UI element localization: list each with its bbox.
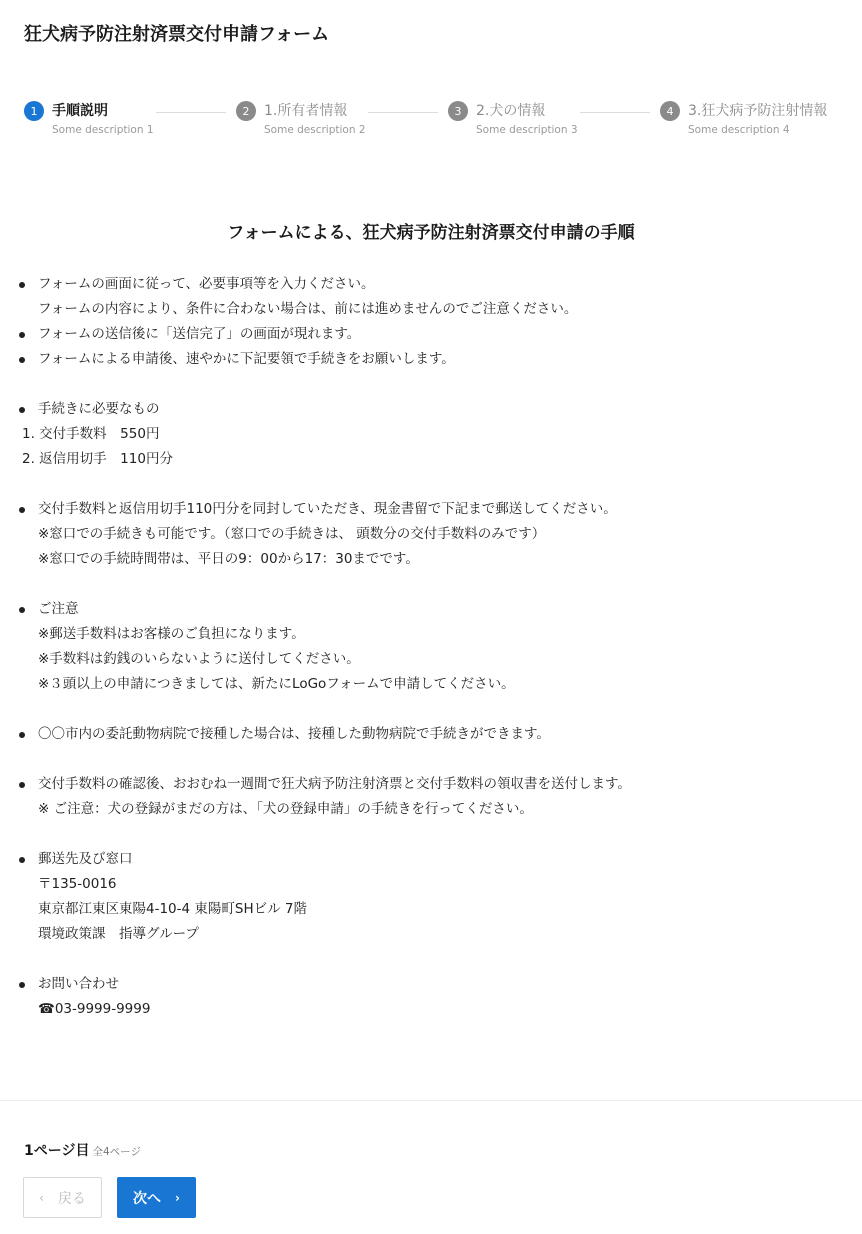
step-4-number: 4 bbox=[660, 101, 680, 121]
list-item: 交付手数料と返信用切手110円分を同封していただき、現金書留で下記まで郵送してください。 bbox=[16, 497, 846, 522]
address-heading: 郵送先及び窓口 bbox=[16, 847, 846, 872]
step-4-title: 3.狂犬病予防注射情報 bbox=[688, 103, 828, 119]
required-item: 2. 返信用切手 110円分 bbox=[22, 451, 173, 467]
step-3-description: Some description 3 bbox=[476, 124, 578, 136]
list-item-continuation: ※郵送手数料はお客様のご負担になります。 bbox=[38, 626, 305, 642]
footer-divider bbox=[0, 1100, 862, 1101]
step-1-title: 手順説明 bbox=[52, 103, 108, 119]
step-2-number: 2 bbox=[236, 101, 256, 121]
required-heading: 手続きに必要なもの bbox=[16, 397, 846, 422]
contact-heading: お問い合わせ bbox=[16, 972, 846, 997]
caution-heading: ご注意 bbox=[16, 597, 846, 622]
step-1-number: 1 bbox=[24, 101, 44, 121]
next-button[interactable] bbox=[117, 1177, 196, 1218]
step-2-description: Some description 2 bbox=[264, 124, 366, 136]
postal-code: 〒135-0016 bbox=[38, 876, 117, 892]
list-item-continuation: ※ ご注意：犬の登録がまだの方は、｢犬の登録申請」の手続きを行ってください。 bbox=[38, 801, 533, 817]
step-1[interactable] bbox=[24, 100, 154, 136]
department: 環境政策課 指導グループ bbox=[38, 926, 199, 942]
list-item-continuation: ※３頭以上の申請につきましては、新たにLoGoフォームで申請してください。 bbox=[38, 676, 515, 692]
step-4-description: Some description 4 bbox=[688, 124, 790, 136]
step-2-title: 1.所有者情報 bbox=[264, 103, 348, 119]
list-item-continuation: フォームの内容により、条件に合わない場合は、前には進めませんのでご注意ください。 bbox=[38, 301, 578, 317]
content-title: フォームによる、狂犬病予防注射済票交付申請の手順 bbox=[227, 223, 635, 243]
list-item: 〇〇市内の委託動物病院で接種した場合は、接種した動物病院で手続きができます。 bbox=[16, 722, 846, 747]
chevron-left-icon: ‹ bbox=[39, 1190, 44, 1205]
form-title: 狂犬病予防注射済票交付申請フォーム bbox=[24, 24, 330, 45]
step-connector bbox=[368, 112, 438, 113]
step-4[interactable] bbox=[660, 100, 827, 136]
step-1-description: Some description 1 bbox=[52, 124, 154, 136]
list-item: フォームの画面に従って、必要事項等を入力ください。 bbox=[16, 272, 846, 297]
instructions-content bbox=[16, 272, 846, 1022]
step-3-title: 2.犬の情報 bbox=[476, 103, 546, 119]
list-item-continuation: ※窓口での手続時間帯は、平日の9：00から17：30までです。 bbox=[38, 551, 419, 567]
back-button-label: 戻る bbox=[57, 1190, 86, 1207]
list-item-continuation: ※手数料は釣銭のいらないように送付してください。 bbox=[38, 651, 360, 667]
current-page: 1ページ目 bbox=[24, 1143, 90, 1159]
list-item: 交付手数料の確認後、おおむね一週間で狂犬病予防注射済票と交付手数料の領収書を送付します。 bbox=[16, 772, 846, 797]
step-3-number: 3 bbox=[448, 101, 468, 121]
step-connector bbox=[580, 112, 650, 113]
total-pages: 全4ページ bbox=[92, 1146, 141, 1158]
back-button[interactable] bbox=[23, 1177, 102, 1218]
list-item-continuation: ※窓口での手続きも可能です。（窓口での手続きは、 頭数分の交付手数料のみです） bbox=[38, 526, 546, 542]
required-item: 1. 交付手数料 550円 bbox=[22, 426, 160, 442]
list-item: フォームによる申請後、速やかに下記要領で手続きをお願いします。 bbox=[16, 347, 846, 372]
chevron-right-icon: › bbox=[175, 1190, 180, 1205]
step-3[interactable] bbox=[448, 100, 578, 136]
progress-stepper bbox=[24, 100, 844, 148]
page-indicator bbox=[24, 1140, 141, 1160]
next-button-label: 次へ bbox=[133, 1190, 162, 1207]
address: 東京都江東区東陽4-10-4 東陽町SHビル 7階 bbox=[38, 901, 307, 917]
list-item: フォームの送信後に「送信完了」の画面が現れます。 bbox=[16, 322, 846, 347]
contact-phone: ☎03-9999-9999 bbox=[38, 1001, 151, 1017]
step-2[interactable] bbox=[236, 100, 366, 136]
step-connector bbox=[156, 112, 226, 113]
